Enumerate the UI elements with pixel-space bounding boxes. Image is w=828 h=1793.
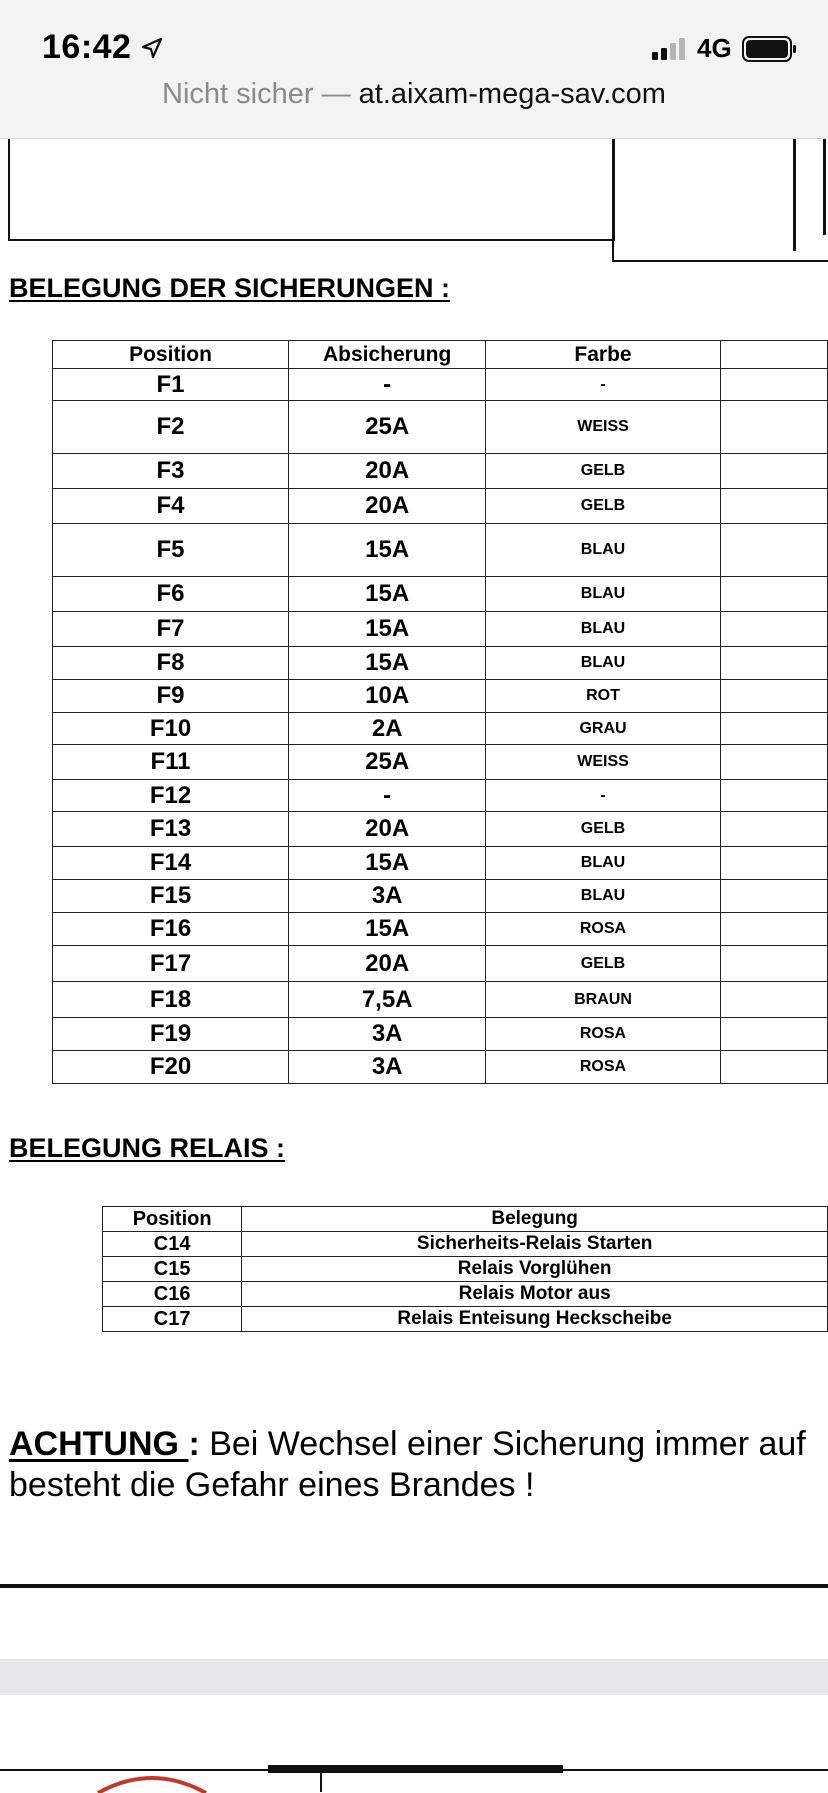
relay-position: C16 [103, 1282, 242, 1307]
fuse-rating: 15A [289, 913, 486, 946]
fuse-color: GRAU [486, 713, 720, 745]
relay-table [102, 1206, 828, 1332]
fuse-row [53, 1018, 828, 1051]
fuse-position: F19 [53, 1018, 289, 1051]
next-document-page[interactable] [0, 1695, 828, 1792]
column-header-position: Position [103, 1207, 242, 1232]
fuse-position: F6 [53, 577, 289, 612]
fuse-position: F15 [53, 880, 289, 913]
fuse-rating: 15A [289, 524, 486, 577]
fuse-cut-off-cell [720, 880, 827, 913]
fuse-row [53, 982, 828, 1018]
column-header-cut-off [720, 341, 827, 369]
fuse-color: BLAU [486, 647, 720, 680]
fuse-color: BLAU [486, 880, 720, 913]
location-arrow-icon [140, 36, 164, 60]
cellular-signal-icon [652, 38, 692, 60]
fuse-row [53, 812, 828, 847]
fuse-cut-off-cell [720, 780, 827, 812]
relay-row [103, 1282, 828, 1307]
warning-note [9, 1424, 828, 1506]
fuse-rating: 20A [289, 946, 486, 982]
relay-position: C15 [103, 1257, 242, 1282]
fuse-color: - [486, 369, 720, 401]
fuse-position: F18 [53, 982, 289, 1018]
fuse-cut-off-cell [720, 647, 827, 680]
fuse-row [53, 577, 828, 612]
fuse-position: F16 [53, 913, 289, 946]
fuse-row [53, 780, 828, 812]
fuse-row [53, 454, 828, 489]
fuse-position: F11 [53, 745, 289, 780]
fuse-color: ROSA [486, 1051, 720, 1084]
fuse-rating: 20A [289, 454, 486, 489]
fuse-cut-off-cell [720, 612, 827, 647]
fuse-row [53, 880, 828, 913]
fuse-rating: 7,5A [289, 982, 486, 1018]
fuse-position: F7 [53, 612, 289, 647]
diagram-line [793, 139, 796, 251]
fuse-section-heading: BELEGUNG DER SICHERUNGEN : [9, 273, 451, 303]
fuse-cut-off-cell [720, 1051, 827, 1084]
fuse-rating: 3A [289, 1051, 486, 1084]
warning-colon: : [188, 1425, 200, 1463]
page-divider [0, 1584, 828, 1588]
fuse-color: WEISS [486, 745, 720, 780]
fuse-row [53, 612, 828, 647]
fuse-row [53, 913, 828, 946]
fuse-row [53, 1051, 828, 1084]
fuse-rating: 15A [289, 847, 486, 880]
fuse-position: F14 [53, 847, 289, 880]
fuse-cut-off-cell [720, 401, 827, 454]
fuse-cut-off-cell [720, 812, 827, 847]
fuse-cut-off-cell [720, 489, 827, 524]
relay-position: C14 [103, 1232, 242, 1257]
column-header-color: Farbe [486, 341, 720, 369]
fuse-color: BLAU [486, 524, 720, 577]
fuse-rating: 25A [289, 745, 486, 780]
fuse-cut-off-cell [720, 680, 827, 713]
address-bar[interactable] [0, 78, 828, 111]
fuse-table-header [53, 341, 828, 369]
fuse-row [53, 647, 828, 680]
fuse-cut-off-cell [720, 913, 827, 946]
fuse-color: GELB [486, 946, 720, 982]
relay-table-header [103, 1207, 828, 1232]
fuse-cut-off-cell [720, 577, 827, 612]
fuse-color: BRAUN [486, 982, 720, 1018]
fuse-rating: 15A [289, 612, 486, 647]
fuse-color: GELB [486, 489, 720, 524]
fuse-rating: 3A [289, 1018, 486, 1051]
page-gap [0, 1659, 828, 1695]
fuse-position: F10 [53, 713, 289, 745]
next-page-line [320, 1771, 322, 1792]
fuse-row [53, 745, 828, 780]
next-page-bar [268, 1765, 563, 1773]
fuse-cut-off-cell [720, 369, 827, 401]
fuse-rating: 2A [289, 713, 486, 745]
fuse-cut-off-cell [720, 982, 827, 1018]
fuse-position: F20 [53, 1051, 289, 1084]
fuse-color: ROT [486, 680, 720, 713]
fuse-color: - [486, 780, 720, 812]
column-header-position: Position [53, 341, 289, 369]
relay-assignment: Relais Vorglühen [242, 1257, 828, 1282]
fuse-position: F4 [53, 489, 289, 524]
warning-line-2: besteht die Gefahr eines Brandes ! [9, 1466, 535, 1504]
fuse-row [53, 847, 828, 880]
battery-icon [742, 36, 798, 62]
column-header-rating: Absicherung [289, 341, 486, 369]
warning-line-1 [9, 1424, 828, 1465]
relay-assignment: Relais Motor aus [242, 1282, 828, 1307]
diagram-frame-left [8, 139, 615, 241]
not-secure-label: Nicht sicher [162, 78, 314, 110]
fuse-position: F5 [53, 524, 289, 577]
fuse-row [53, 401, 828, 454]
fuse-color: GELB [486, 454, 720, 489]
fuse-cut-off-cell [720, 745, 827, 780]
fuse-color: BLAU [486, 577, 720, 612]
fuse-rating: - [289, 780, 486, 812]
diagram-line [823, 139, 826, 235]
fuse-cut-off-cell [720, 713, 827, 745]
fuse-position: F8 [53, 647, 289, 680]
fuse-rating: 20A [289, 489, 486, 524]
fuse-rating: 20A [289, 812, 486, 847]
column-header-assignment: Belegung [242, 1207, 828, 1232]
fuse-row [53, 946, 828, 982]
relay-position: C17 [103, 1307, 242, 1332]
fuse-row [53, 489, 828, 524]
fuse-rating: 3A [289, 880, 486, 913]
fuse-position: F12 [53, 780, 289, 812]
fuse-cut-off-cell [720, 946, 827, 982]
relay-row [103, 1257, 828, 1282]
relay-row [103, 1232, 828, 1257]
fuse-position: F17 [53, 946, 289, 982]
fuse-position: F1 [53, 369, 289, 401]
url-domain: at.aixam-mega-sav.com [358, 78, 666, 110]
relay-assignment: Sicherheits-Relais Starten [242, 1232, 828, 1257]
fuse-rating: 25A [289, 401, 486, 454]
url-separator: — [313, 78, 359, 110]
fuse-rating: - [289, 369, 486, 401]
warning-label: ACHTUNG [9, 1425, 189, 1463]
fuse-position: F13 [53, 812, 289, 847]
fuse-rating: 15A [289, 577, 486, 612]
fuse-cut-off-cell [720, 847, 827, 880]
status-time: 16:42 [42, 28, 132, 66]
fuse-row [53, 369, 828, 401]
fuse-color: GELB [486, 812, 720, 847]
browser-top-bar [0, 0, 828, 139]
relay-row [103, 1307, 828, 1332]
fuse-rating: 15A [289, 647, 486, 680]
fuse-cut-off-cell [720, 1018, 827, 1051]
fuse-row [53, 524, 828, 577]
fuse-position: F3 [53, 454, 289, 489]
fuse-color: ROSA [486, 1018, 720, 1051]
logo-circle-icon [92, 1771, 212, 1793]
fuse-position: F9 [53, 680, 289, 713]
document-page[interactable] [0, 139, 828, 1659]
fuse-cut-off-cell [720, 454, 827, 489]
fuse-cut-off-cell [720, 524, 827, 577]
fuse-position: F2 [53, 401, 289, 454]
fuse-table [52, 340, 828, 1084]
warning-text-1: Bei Wechsel einer Sicherung immer auf [199, 1425, 806, 1463]
fuse-row [53, 680, 828, 713]
fuse-color: BLAU [486, 847, 720, 880]
fuse-color: BLAU [486, 612, 720, 647]
fuse-color: WEISS [486, 401, 720, 454]
fuse-row [53, 713, 828, 745]
relay-assignment: Relais Enteisung Heckscheibe [242, 1307, 828, 1332]
fuse-color: ROSA [486, 913, 720, 946]
relay-section-heading: BELEGUNG RELAIS : [9, 1133, 286, 1163]
network-type: 4G [697, 33, 732, 63]
fuse-rating: 10A [289, 680, 486, 713]
